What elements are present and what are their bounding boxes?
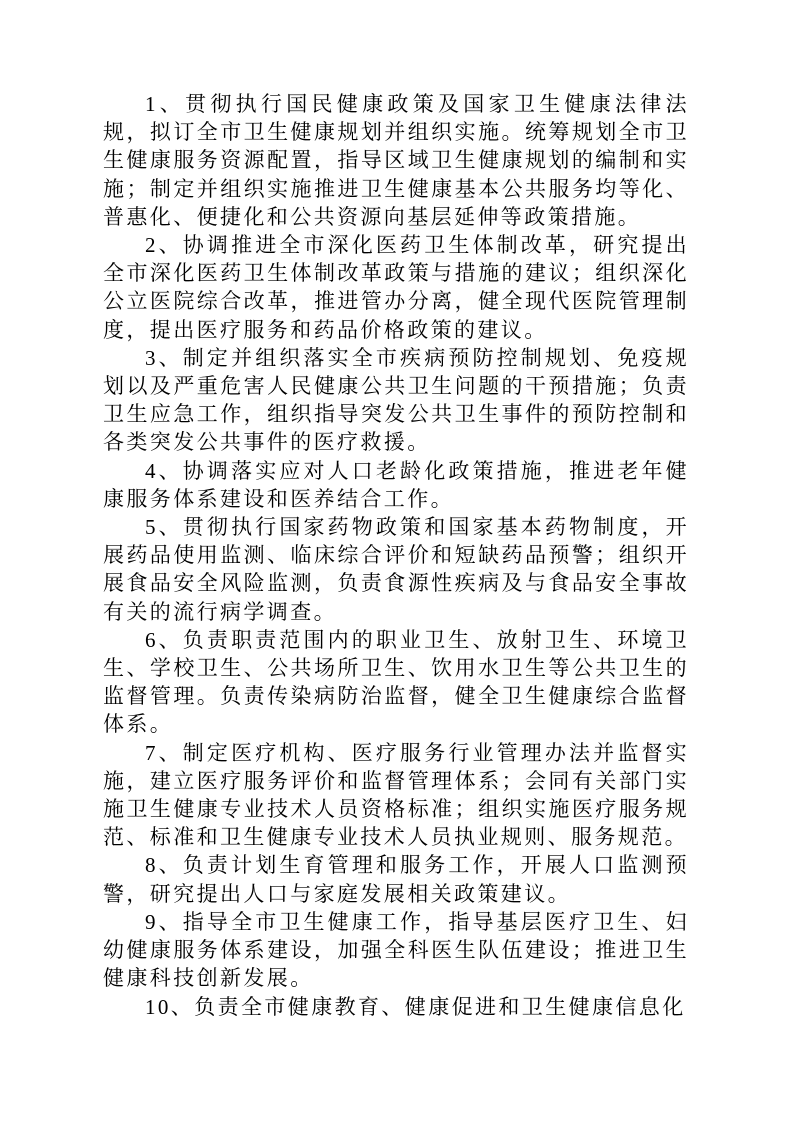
document-text-block (103, 90, 689, 1021)
paragraph-duty-4: 4、协调落实应对人口老龄化政策措施，推进老年健康服务体系建设和医养结合工作。 (103, 458, 689, 511)
paragraph-duty-7: 7、制定医疗机构、医疗服务行业管理办法并监督实施，建立医疗服务评价和监督管理体系；会同有关部门实施卫生健康专业技术人员资格标准；组织实施医疗服务规范、标准和卫生健康专业技术人员执业规则、服务规范。 (103, 740, 689, 850)
paragraph-duty-1: 1、贯彻执行国民健康政策及国家卫生健康法律法规，拟订全市卫生健康规划并组织实施。统筹规划全市卫生健康服务资源配置，指导区域卫生健康规划的编制和实施；制定并组织实施推进卫生健康基本公共服务均等化、普惠化、便捷化和公共资源向基层延伸等政策措施。 (103, 92, 689, 229)
paragraph-duty-5: 5、贯彻执行国家药物政策和国家基本药物制度，开展药品使用监测、临床综合评价和短缺药品预警；组织开展食品安全风险监测，负责食源性疾病及与食品安全事故有关的流行病学调查。 (103, 515, 689, 624)
paragraph-duty-6: 6、负责职责范围内的职业卫生、放射卫生、环境卫生、学校卫生、公共场所卫生、饮用水卫生等公共卫生的监督管理。负责传染病防治监督，健全卫生健康综合监督体系。 (103, 627, 689, 737)
paragraph-duty-10: 10、负责全市健康教育、健康促进和卫生健康信息化 (145, 994, 686, 1019)
paragraph-duty-8: 8、负责计划生育管理和服务工作，开展人口监测预警，研究提出人口与家庭发展相关政策建议。 (103, 853, 689, 906)
paragraph-duty-3: 3、制定并组织落实全市疾病预防控制规划、免疫规划以及严重危害人民健康公共卫生问题的干预措施；负责卫生应急工作，组织指导突发公共卫生事件的预防控制和各类突发公共事件的医疗救援。 (103, 345, 689, 455)
paragraph-duty-9: 9、指导全市卫生健康工作，指导基层医疗卫生、妇幼健康服务体系建设，加强全科医生队伍建设；推进卫生健康科技创新发展。 (103, 909, 689, 991)
paragraph-duty-2: 2、协调推进全市深化医药卫生体制改革，研究提出全市深化医药卫生体制改革政策与措施的建议；组织深化公立医院综合改革，推进管办分离，健全现代医院管理制度，提出医疗服务和药品价格政策的建议。 (103, 233, 689, 342)
